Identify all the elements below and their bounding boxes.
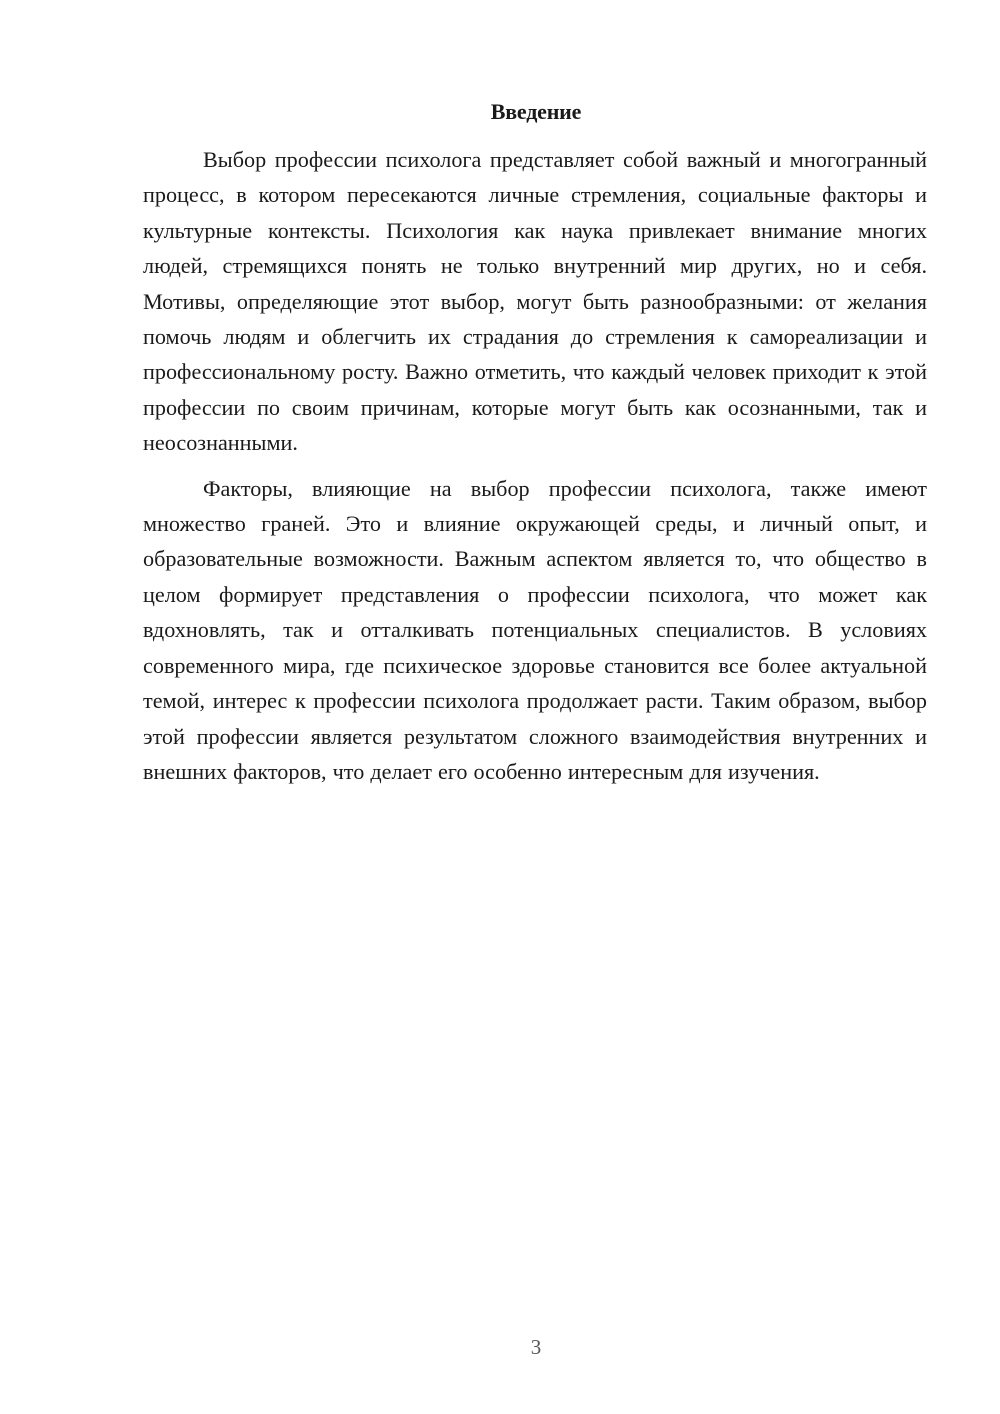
paragraph-1: Выбор профессии психолога представляет собой важный и многогранный процесс, в котором пересекаются личные стремления, социальные факторы и культурные контексты. Психология как наука привлекает внимание многих людей, стремящихся понять не только внутренний мир других, но и себя. Мотивы, определяющие этот выбор, могут быть разнообразными: от желания помочь людям и облегчить их страдания до стремления к самореализации и профессиональному росту. Важно отметить, что каждый человек приходит к этой профессии по своим причинам, которые могут быть как осознанными, так и неосознанными. [143, 147, 927, 456]
paragraph-2: Факторы, влияющие на выбор профессии психолога, также имеют множество граней. Это и влияние окружающей среды, и личный опыт, и образовательные возможности. Важным аспектом является то, что общество в целом формирует представления о профессии психолога, что может как вдохновлять, так и отталкивать потенциальных специалистов. В условиях современного мира, где психическое здоровье становится все более актуальной темой, интерес к профессии психолога продолжает расти. Таким образом, выбор этой профессии является результатом сложного взаимодействия внутренних и внешних факторов, что делает его особенно интересным для изучения. [143, 475, 927, 784]
page-number: 3 [530, 1335, 542, 1359]
section-heading: Введение [490, 99, 582, 124]
body-text [143, 142, 927, 789]
